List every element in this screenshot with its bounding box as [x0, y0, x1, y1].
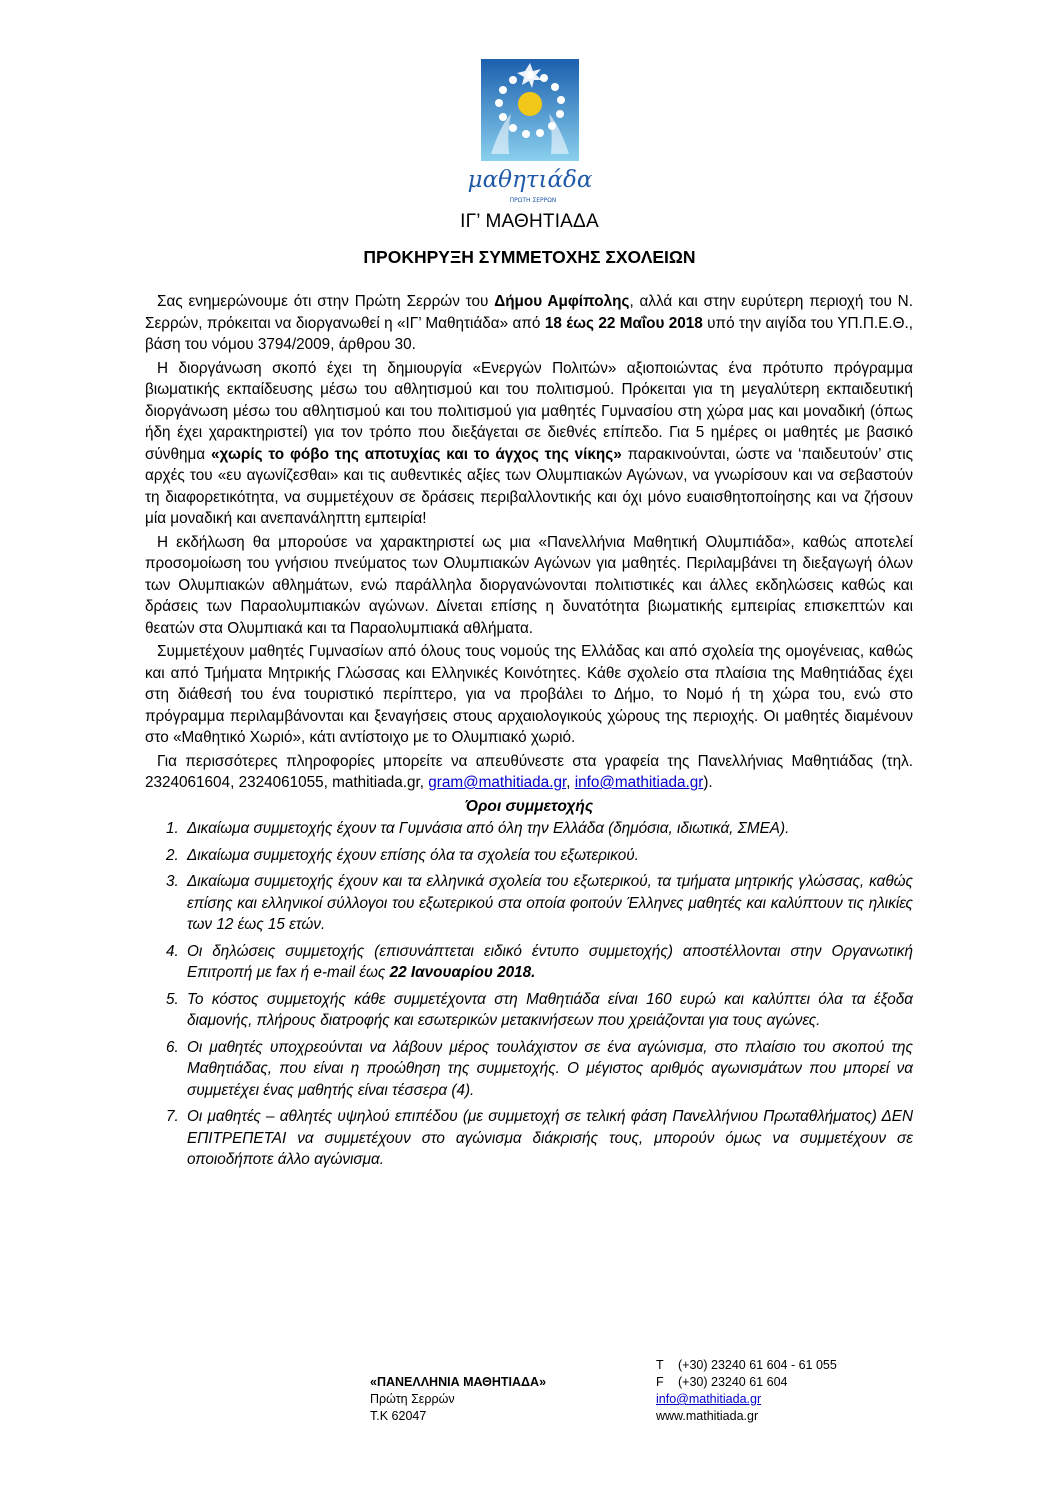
footer-place: Πρώτη Σερρών	[370, 1392, 455, 1406]
footer-address	[370, 1374, 546, 1425]
term-item: 3. Δικαίωμα συμμετοχής έχουν και τα ελληνικά σχολεία του εξωτερικού, τα τμήματα μητρικής γλώσσας, καθώς επίσης και ελληνικοί σύλλογοι του εξωτερικού στα οποία φοιτούν Έλληνες μαθητές και καλύπτουν τις ηλικίες των 12 έως 15 ετών.	[183, 871, 913, 936]
terms-heading: Όροι συμμετοχής	[464, 797, 594, 815]
document-title: ΙΓ’ ΜΑΘΗΤΙΑΔΑ	[460, 211, 599, 232]
term-item: 2. Δικαίωμα συμμετοχής έχουν επίσης όλα τα σχολεία του εξωτερικού.	[183, 845, 913, 867]
term-item: 4. Οι δηλώσεις συμμετοχής (επισυνάπτεται ειδικό έντυπο συμμετοχής) αποστέλλονται στην Οργανωτική Επιτροπή με fax ή e-mail έως 22 Ιανουαρίου 2018.	[183, 941, 913, 984]
term-item: 7. Οι μαθητές – αθλητές υψηλού επιπέδου (με συμμετοχή σε τελική φάση Πανελλήνιου Πρωταθλήματος) ΔΕΝ ΕΠΙΤΡΕΠΕΤΑΙ να συμμετέχουν στο αγώνισμα διάκρισής τους, μπορούν όμως να συμμετέχουν σε οποιοδήποτε άλλο αγώνισμα.	[183, 1106, 913, 1171]
document-body	[145, 291, 913, 1176]
term-item: 5. Το κόστος συμμετοχής κάθε συμμετέχοντα στη Μαθητιάδα είναι 160 ευρώ και καλύπτει όλα τα έξοδα διαμονής, πλήρους διατροφής και εσωτερικών μετακινήσεων που χρειάζονται για τους αγώνες.	[183, 989, 913, 1032]
footer-contact	[656, 1357, 837, 1425]
document-subtitle: ΠΡΟΚΗΡΥΞΗ ΣΥΜΜΕΤΟΧΗΣ ΣΧΟΛΕΙΩΝ	[363, 247, 696, 267]
footer-website[interactable]: www.mathitiada.gr	[656, 1409, 759, 1423]
paragraph-contact: Για περισσότερες πληροφορίες μπορείτε να απευθύνεστε στα γραφεία της Πανελλήνιας Μαθητιάδας (τηλ. 2324061604, 2324061055, mathitiada.gr, gram@mathitiada.gr, info@mathitiada.gr).	[145, 752, 913, 791]
logo-sun	[518, 92, 542, 116]
term-item: 1. Δικαίωμα συμμετοχής έχουν τα Γυμνάσια από όλη την Ελλάδα (δημόσια, ιδιωτικά, ΣΜΕΑ).	[183, 818, 913, 840]
paragraph-participants: Συμμετέχουν μαθητές Γυμνασίων από όλους τους νομούς της Ελλάδας και από σχολεία της ομογένειας, καθώς και από Τμήματα Μητρικής Γλώσσας και Ελληνικές Κοινότητες. Κάθε σχολείο στα πλαίσια της Μαθητιάδας έχει στη διάθεσή του ένα τουριστικό περίπτερο, για να προβάλει το Δήμο, το Νομό ή τη χώρα του, ενώ στο πρόγραμμα περιλαμβάνονται και ξεναγήσεις στους αρχαιολογικούς χώρους της περιοχής. Οι μαθητές διαμένουν στο «Μαθητικό Χωριό», κάτι αντίστοιχο με το Ολυμπιακό χωριό.	[145, 643, 913, 746]
footer-postcode: Τ.Κ 62047	[370, 1409, 427, 1423]
paragraph-olympiad: Η εκδήλωση θα μπορούσε να χαρακτηριστεί ως μια «Πανελλήνια Μαθητική Ολυμπιάδα», καθώς αποτελεί προσομοίωση του γνήσιου πνεύματος των Ολυμπιακών Αγώνων για μαθητές. Περιλαμβάνει τη διεξαγωγή όλων των Ολυμπιακών αθλημάτων, ενώ παράλληλα διοργανώνονται πολιτιστικές και άλλες εκδηλώσεις καθώς και δράσεις των Παραολυμπιακών αγώνων. Δίνεται επίσης η δυνατότητα βιωματικής εμπειρίας επισκεπτών και θεατών στα Ολυμπιακά και τα Παραολυμπιακά αθλήματα.	[145, 533, 913, 637]
terms-list	[145, 818, 913, 1171]
paragraph-intro: Σας ενημερώνουμε ότι στην Πρώτη Σερρών του Δήμου Αμφίπολης, αλλά και στην ευρύτερη περιοχή του Ν. Σερρών, πρόκειται να διοργανωθεί η «ΙΓ’ Μαθητιάδα» από 18 έως 22 Μαΐου 2018 υπό την αιγίδα του ΥΠ.Π.Ε.Θ., βάση του νόμου 3794/2009, άρθρου 30.	[145, 293, 914, 353]
term-deadline: 22 Ιανουαρίου 2018.	[389, 964, 536, 981]
footer-phone: T (+30) 23240 61 604 - 61 055	[656, 1358, 837, 1372]
mathitiada-logo	[467, 59, 593, 211]
footer-org-name: «ΠΑΝΕΛΛΗΝΙΑ ΜΑΘΗΤΙΑΔΑ»	[370, 1375, 547, 1389]
logo-tagline: ΠΡΩΤΗ ΣΕΡΡΩΝ	[509, 197, 557, 204]
logo-graphic	[467, 59, 593, 211]
footer-email-link[interactable]: info@mathitiada.gr	[656, 1392, 762, 1406]
logo-brand: μαθητιάδα	[467, 167, 593, 193]
paragraph-purpose: Η διοργάνωση σκοπό έχει τη δημιουργία «Ενεργών Πολιτών» αξιοποιώντας ένα πρότυπο πρόγραμμα βιωματικής εκπαίδευσης μέσω του αθλητισμού και του πολιτισμού. Πρόκειται για τη μεγαλύτερη εκπαιδευτική διοργάνωση μέσω του αθλητισμού και του πολιτισμού για μαθητές Γυμνασίου στη χώρα μας και μοναδική (όπως ήδη έχει χαρακτηριστεί) για τον τρόπο που διεξάγεται σε διεθνές επίπεδο. Για 5 ημέρες οι μαθητές με βασικό σύνθημα «χωρίς το φόβο της αποτυχίας και το άγχος της νίκης» παρακινούνται, ώστε να ‘παιδευτούν’ στις αρχές του «ευ αγωνίζεσθαι» και τις αυθεντικές αξίες των Ολυμπιακών Αγώνων, να γνωρίσουν και να σεβαστούν τη διαφορετικότητα, να συμμετέχουν σε δράσεις περιβαλλοντικής και όχι μόνο ευαισθητοποίησης και να ζήσουν μία μοναδική και ανεπανάληπτη εμπειρία!	[145, 359, 913, 527]
email-link-info[interactable]: info@mathitiada.gr	[574, 774, 704, 791]
term-item: 6. Οι μαθητές υποχρεούνται να λάβουν μέρος τουλάχιστον σε ένα αγώνισμα, στο πλαίσιο του σκοπού της Μαθητιάδας, που είναι η προώθηση της συμμετοχής. Ο μέγιστος αριθμός αγωνισμάτων που μπορεί να συμμετέχει ένας μαθητής είναι τέσσερα (4).	[183, 1037, 913, 1102]
footer-fax: F (+30) 23240 61 604	[656, 1375, 788, 1389]
email-link-gram[interactable]: gram@mathitiada.gr	[428, 774, 567, 791]
